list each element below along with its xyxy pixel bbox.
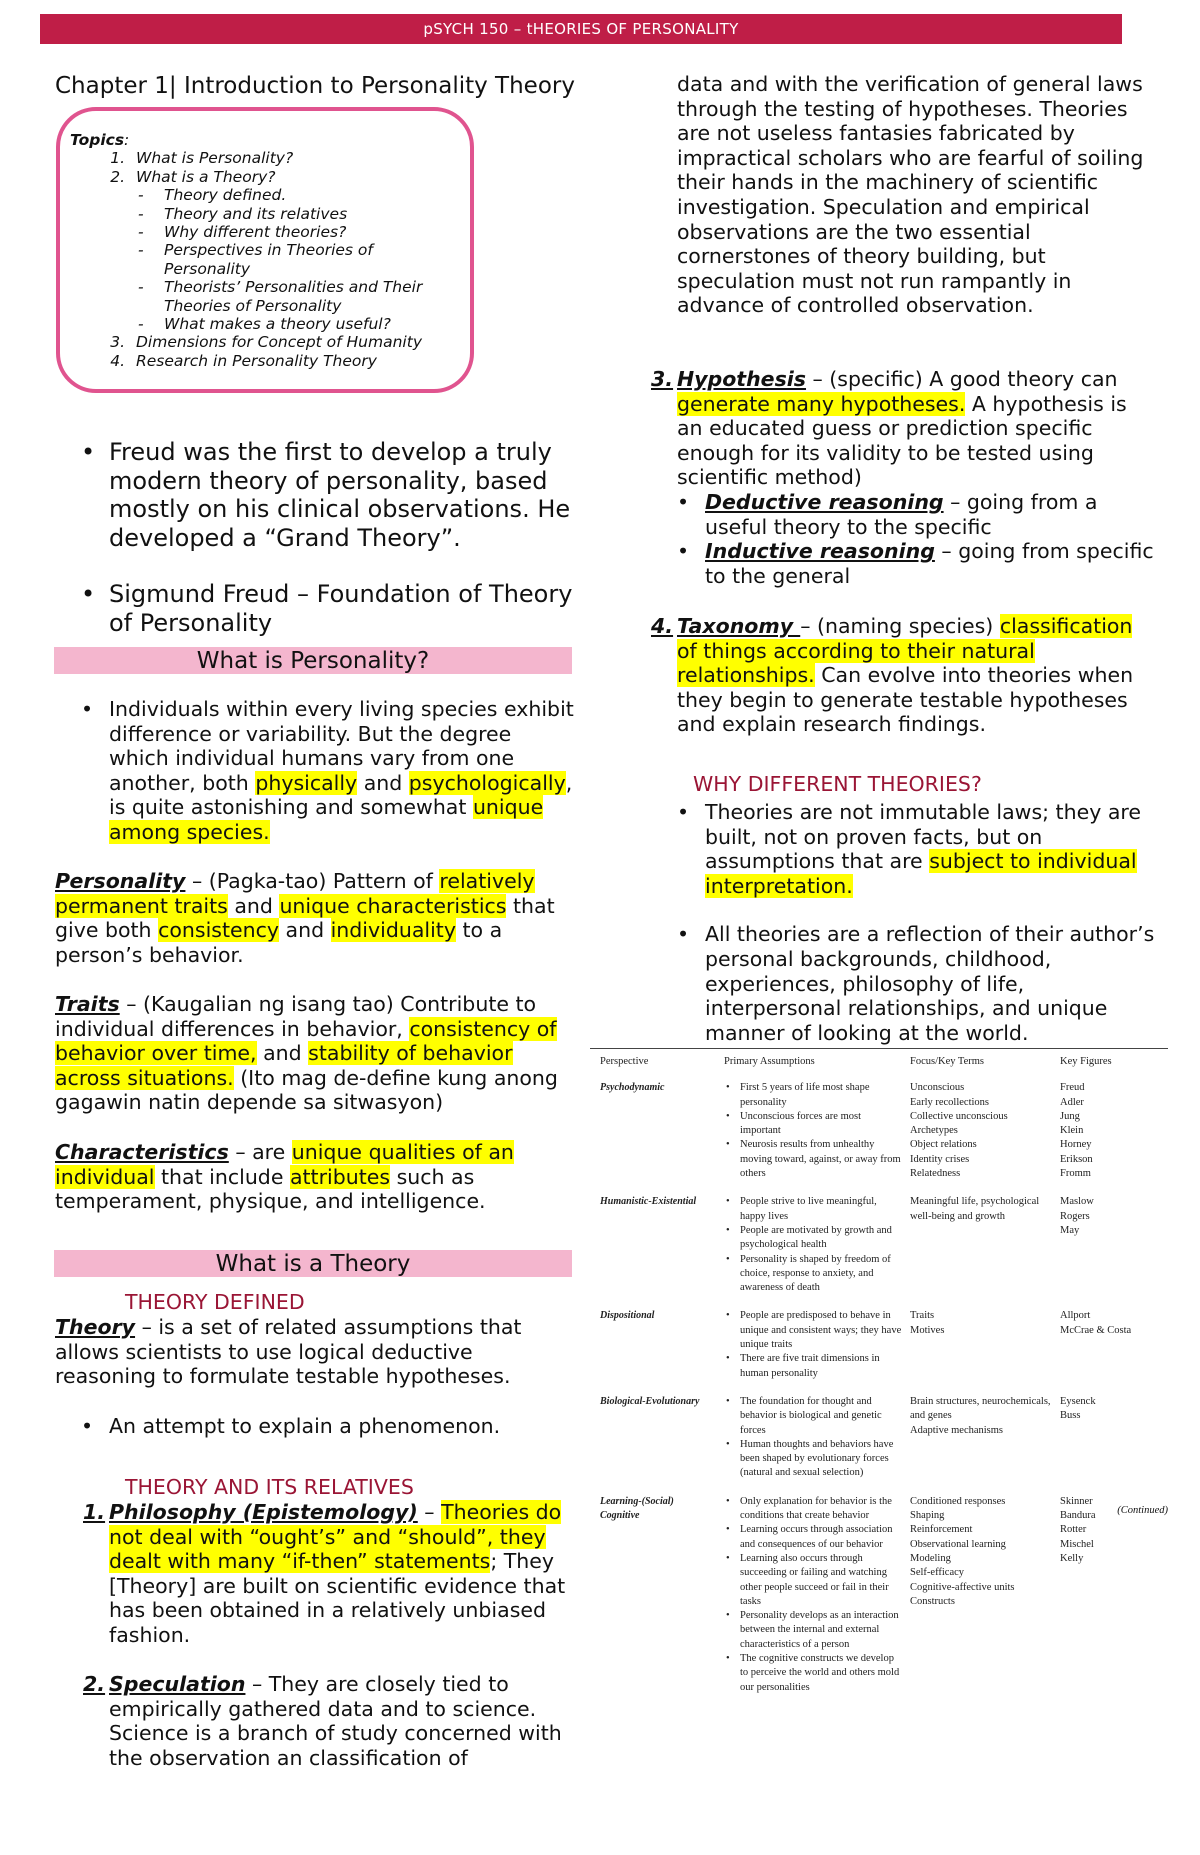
topic-subitem: - Why different theories? <box>164 223 460 241</box>
assumptions-cell <box>720 1071 906 1185</box>
perspective-cell: Dispositional <box>600 1310 655 1322</box>
table-row <box>590 1385 1168 1485</box>
inductive-bullet: • Inductive reasoning – going from specific to the general <box>705 539 1165 588</box>
key-figure: Fromm <box>1060 1168 1091 1180</box>
key-figure: Rotter <box>1060 1524 1087 1536</box>
focus-term: Relatedness <box>910 1168 961 1180</box>
key-figure: Bandura <box>1060 1510 1096 1522</box>
subheading-why-different: WHY DIFFERENT THEORIES? <box>693 772 982 796</box>
focus-term: Modeling <box>910 1552 951 1564</box>
figures-cell <box>1056 1299 1168 1384</box>
focus-term: Traits <box>910 1310 935 1322</box>
why-bullet: • All theories are a reflection of their author’s personal backgrounds, childhood, experiences, philosophy of life, interpersonal relationships, and unique manner of looking at the world. <box>705 922 1165 1045</box>
key-figure: Klein <box>1060 1125 1084 1137</box>
key-figure: Eysenck <box>1060 1395 1096 1407</box>
topic-item-label: What is a Theory? <box>136 167 276 186</box>
assumption-item: • Neurosis results from unhealthy moving toward, against, or away from others <box>726 1139 901 1180</box>
focus-term: Identity crises <box>910 1153 970 1165</box>
assumptions-cell <box>720 1385 906 1485</box>
table-row <box>590 1299 1168 1384</box>
assumption-item: • Unconscious forces are most important <box>726 1110 862 1137</box>
key-figure: Jung <box>1060 1110 1080 1122</box>
key-figure: Buss <box>1060 1410 1081 1422</box>
focus-term: Meaningful life, psychological well-being and growth <box>910 1196 1040 1222</box>
variability-bullet: • Individuals within every living species exhibit difference or variability. But the degree which individual humans vary from one another, both physically and psychologically, is quite astonishing and somewhat unique among species. <box>109 697 577 845</box>
focus-term: Observational learning <box>910 1538 1006 1550</box>
key-figure: Skinner <box>1060 1495 1093 1507</box>
hypothesis-item: 3. Hypothesis – (specific) A good theory can generate many hypotheses. A hypothesis is an educated guess or prediction specific enough for its validity to be tested using scientific method) <box>651 367 1127 490</box>
focus-term: Shaping <box>910 1510 945 1522</box>
chapter-title: Chapter 1| Introduction to Personality Theory <box>55 73 575 99</box>
topics-list <box>70 149 460 370</box>
assumption-item: • People are motivated by growth and psychological health <box>726 1224 892 1251</box>
focus-term: Archetypes <box>910 1125 958 1137</box>
figures-cell <box>1056 1071 1168 1185</box>
key-figure: Rogers <box>1060 1210 1090 1222</box>
table-row <box>590 1071 1168 1185</box>
key-figure: Adler <box>1060 1096 1084 1108</box>
intro-bullets <box>109 438 579 637</box>
table-row <box>590 1485 1168 1699</box>
assumption-item: • There are five trait dimensions in human personality <box>726 1353 880 1379</box>
topics-label: Topics <box>70 131 125 149</box>
focus-term: Self-efficacy <box>910 1567 965 1579</box>
perspective-cell: Learning-(Social) Cognitive <box>600 1495 674 1522</box>
focus-term: Collective unconscious <box>910 1110 1008 1122</box>
section-heading-theory: What is a Theory <box>54 1250 572 1277</box>
speculation-continued: data and with the verification of general laws through the testing of hypotheses. Theories are not useless fantasies fabricated by impractical scholars who are fearful of soiling their hands in the machinery of scientific investigation. Speculation and empirical observations are the two essential cornerstones of theory building, but speculation must not run rampantly in advance of controlled observation. <box>677 72 1144 318</box>
figures-cell <box>1056 1485 1168 1699</box>
subheading-theory-relatives: THEORY AND ITS RELATIVES <box>125 1475 414 1499</box>
topic-item <box>130 168 460 334</box>
perspective-cell: Psychodynamic <box>600 1082 665 1094</box>
assumption-item: • The cognitive constructs we develop to perceive the world and others mold our personalities <box>726 1652 900 1693</box>
assumption-item: • Human thoughts and behaviors have been shaped by evolutionary forces (natural and sexual selection) <box>726 1438 894 1479</box>
traits-definition: Traits – (Kaugalian ng isang tao) Contribute to individual differences in behavior, consistency of behavior over time, and stability of behavior across situations. (Ito mag de-define kung anong gagawin natin depende sa sitwasyon) <box>55 992 558 1115</box>
focus-term: Object relations <box>910 1139 977 1151</box>
key-figure: Allport <box>1060 1310 1091 1322</box>
perspectives-table-wrap <box>590 1048 1170 1768</box>
assumption-item: • The foundation for thought and behavior is biological and genetic forces <box>726 1395 882 1436</box>
theory-bullets <box>109 1414 577 1439</box>
table-header: Primary Assumptions <box>724 1056 815 1067</box>
focus-cell <box>906 1299 1056 1384</box>
why-bullets <box>705 800 1165 1045</box>
subheading-theory-defined: THEORY DEFINED <box>125 1290 305 1314</box>
key-figure: Freud <box>1060 1082 1085 1094</box>
key-figure: May <box>1060 1224 1080 1236</box>
assumption-item: • Learning also occurs through succeeding or failing and watching other people succeed or fail in their tasks <box>726 1552 889 1607</box>
topics-box: Topics: 1. What is Personality? 2. What is a Theory? - Theory defined. - Theory and its relatives - Why different theories? - Perspectives in Theories of Personality - Theorists’ Personalities and Their Theories of Personality - What makes a theory useful? 3. Dimensions for Concept of Humanity 4. Research in Personality Theory <box>56 107 474 393</box>
focus-term: Adaptive mechanisms <box>910 1424 1004 1436</box>
topic-subitem: - Theory and its relatives <box>164 205 460 223</box>
focus-term: Motives <box>910 1324 945 1336</box>
assumption-item: • Learning occurs through association and consequences of our behavior <box>726 1524 893 1550</box>
theory-bullet: • An attempt to explain a phenomenon. <box>109 1414 577 1439</box>
intro-bullet: • Freud was the first to develop a truly modern theory of personality, based mostly on his clinical observations. He developed a “Grand Theory”. <box>109 438 579 552</box>
assumption-item: • Personality is shaped by freedom of choice, response to anxiety, and awareness of death <box>726 1253 891 1294</box>
focus-term: Conditioned responses <box>910 1495 1006 1507</box>
assumptions-cell <box>720 1185 906 1299</box>
figures-cell <box>1056 1385 1168 1485</box>
table-continued-note: (Continued) <box>1117 1505 1168 1516</box>
assumptions-cell <box>720 1299 906 1384</box>
topic-item: 3. Dimensions for Concept of Humanity <box>130 333 460 351</box>
topic-subitem: - Theorists’ Personalities and Their Theories of Personality <box>164 278 460 315</box>
table-row <box>590 1185 1168 1299</box>
focus-term: Early recollections <box>910 1096 990 1108</box>
taxonomy-item: 4. Taxonomy – (naming species) classification of things according to their natural relationships. Can evolve into theories when they begin to generate testable hypotheses and explain research findings. <box>651 614 1134 737</box>
focus-term: Constructs <box>910 1595 955 1607</box>
key-figure: McCrae & Costa <box>1060 1324 1132 1336</box>
relative-philosophy: 1. Philosophy (Epistemology) – Theories do not deal with “ought’s” and “should”, they dealt with many “if-then” statements; They [Theory] are built on scientific evidence that has been obtained in a relatively unbiased fashion. <box>83 1500 566 1647</box>
assumption-item: • Only explanation for behavior is the conditions that create behavior <box>726 1495 892 1522</box>
key-figure: Erikson <box>1060 1153 1093 1165</box>
perspective-cell: Humanistic-Existential <box>600 1196 697 1208</box>
topic-item: 4. Research in Personality Theory <box>130 352 460 370</box>
perspective-cell: Biological-Evolutionary <box>600 1395 700 1407</box>
topic-subitem: - Perspectives in Theories of Personality <box>164 241 460 278</box>
key-figure: Horney <box>1060 1139 1092 1151</box>
focus-term: Reinforcement <box>910 1524 973 1536</box>
section-heading-personality: What is Personality? <box>54 647 572 674</box>
assumption-item: • People are predisposed to behave in unique and consistent ways; they have unique traits <box>726 1310 902 1351</box>
topic-subitem: - What makes a theory useful? <box>164 315 460 333</box>
table-header: Focus/Key Terms <box>910 1056 985 1067</box>
reasoning-bullets <box>705 490 1165 588</box>
personality-bullets <box>109 697 577 845</box>
why-bullet: • Theories are not immutable laws; they are built, not on proven facts, but on assumptions that are subject to individual interpretation. <box>705 800 1165 898</box>
figures-cell <box>1056 1185 1168 1299</box>
assumption-item: • First 5 years of life most shape personality <box>726 1082 870 1108</box>
topic-item: 1. What is Personality? <box>130 149 460 167</box>
focus-term: Brain structures, neurochemicals, and genes <box>910 1395 1051 1422</box>
focus-cell <box>906 1071 1056 1185</box>
key-figure: Mischel <box>1060 1538 1094 1550</box>
assumption-item: • Personality develops as an interaction between the internal and external characteristics of a person <box>726 1610 899 1650</box>
assumption-item: • People strive to live meaningful, happy lives <box>726 1196 877 1222</box>
theory-definition: Theory – is a set of related assumptions that allows scientists to use logical deductive reasoning to formulate testable hypotheses. <box>55 1315 522 1389</box>
page-header <box>40 14 1122 44</box>
focus-term: Unconscious <box>910 1082 965 1094</box>
key-figure: Kelly <box>1060 1552 1084 1564</box>
table-header: Perspective <box>600 1056 649 1067</box>
perspectives-table <box>590 1049 1168 1699</box>
characteristics-definition: Characteristics – are unique qualities of an individual that include attributes such as temperament, physique, and intelligence. <box>55 1140 514 1214</box>
focus-term: Cognitive-affective units <box>910 1581 1015 1593</box>
key-figure: Maslow <box>1060 1196 1094 1208</box>
focus-cell <box>906 1485 1056 1699</box>
focus-cell <box>906 1385 1056 1485</box>
relative-speculation: 2. Speculation – They are closely tied to empirically gathered data and to science. Science is a branch of study concerned with the observation an classification of <box>83 1672 562 1770</box>
deductive-bullet: • Deductive reasoning – going from a useful theory to the specific <box>705 490 1165 539</box>
topic-subitem: - Theory defined. <box>164 186 460 204</box>
personality-definition: Personality – (Pagka-tao) Pattern of relatively permanent traits and unique characteristics that give both consistency and individuality to a person’s behavior. <box>55 869 555 967</box>
intro-bullet: • Sigmund Freud – Foundation of Theory of Personality <box>109 580 579 637</box>
focus-cell <box>906 1185 1056 1299</box>
header-title: pSYCH 150 – tHEORIES OF PERSONALITY <box>423 20 739 38</box>
table-header: Key Figures <box>1060 1056 1112 1067</box>
assumptions-cell <box>720 1485 906 1699</box>
